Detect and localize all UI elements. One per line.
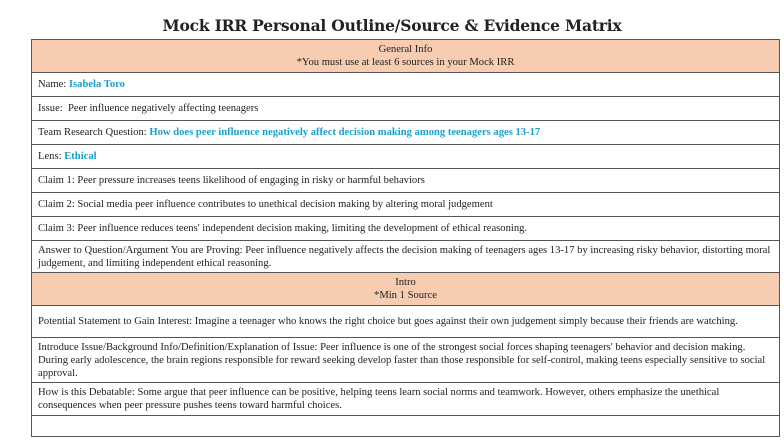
general-info-header-row [32,40,780,73]
name-label: Name: [38,79,67,90]
intro-heading: Intro [395,277,416,288]
general-info-note: *You must use at least 6 sources in your Mock IRR [296,57,515,68]
interest-cell: Potential Statement to Gain Interest: Imagine a teenager who knows the right choice but goes against their own judgement simply because their friends are watching. [32,306,780,338]
intro-header-row [32,273,780,306]
issue-label: Issue: [38,103,63,114]
intro-header [32,273,780,306]
general-info-header [32,40,780,73]
next-cell [32,416,780,437]
interest-row [32,306,780,338]
lens-value: Ethical [64,151,97,162]
background-cell: Introduce Issue/Background Info/Definition/Explanation of Issue: Peer influence is one of the strongest social forces shaping teenagers' behavior and decision making. During early adolescence, the brain regions responsible for reward seeking develop faster than those responsible for self-control, making teens especially sensitive to social approval. [32,338,780,383]
name-cell [32,73,780,97]
general-info-heading: General Info [378,44,433,55]
question-label: Team Research Question: [38,127,147,138]
question-cell [32,121,780,145]
claim-3-cell: Claim 3: Peer influence reduces teens' independent decision making, limiting the development of ethical reasoning. [32,217,780,241]
evidence-matrix [31,39,780,437]
lens-cell [32,145,780,169]
next-row [32,416,780,437]
claim-1-cell: Claim 1: Peer pressure increases teens likelihood of engaging in risky or harmful behaviors [32,169,780,193]
claim-row [32,217,780,241]
debatable-cell: How is this Debatable: Some argue that peer influence can be positive, helping teens learn social norms and teamwork. However, others emphasize the unethical consequences when peer pressure pushes teens toward harmful choices. [32,383,780,416]
lens-row [32,145,780,169]
debatable-row [32,383,780,416]
name-row [32,73,780,97]
claim-row [32,169,780,193]
issue-row [32,97,780,121]
lens-label: Lens: [38,151,62,162]
answer-cell: Answer to Question/Argument You are Proving: Peer influence negatively affects the decision making of teenagers ages 13-17 by increasing risky behavior, distorting moral judgement, and limiting independent ethical reasoning. [32,241,780,273]
issue-value: Peer influence negatively affecting teenagers [68,103,259,114]
question-row [32,121,780,145]
intro-note: *Min 1 Source [374,290,437,301]
page-title: Mock IRR Personal Outline/Source & Evidence Matrix [162,16,622,35]
question-value: How does peer influence negatively affect decision making among teenagers ages 13-17 [149,127,541,138]
name-value: Isabela Toro [68,79,125,90]
issue-cell [32,97,780,121]
background-row [32,338,780,383]
claim-row [32,193,780,217]
claim-2-cell: Claim 2: Social media peer influence contributes to unethical decision making by altering moral judgement [32,193,780,217]
answer-row [32,241,780,273]
